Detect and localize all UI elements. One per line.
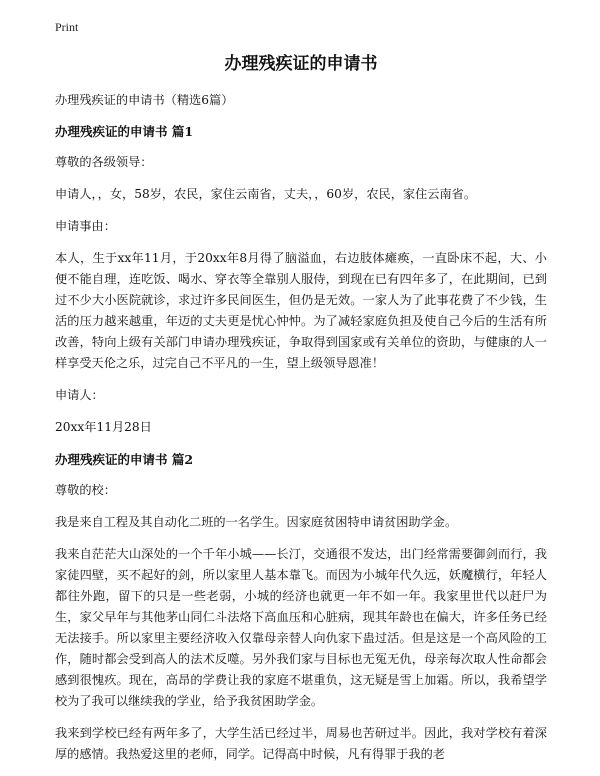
body-paragraph-2: 我来到学校已经有两年多了，大学生活已经过半，周易也苦研过半。因此，我对学校有着深厚的感情。我热爱这里的老师，同学。记得高中时候，凡有得罪于我的老 xyxy=(55,726,547,761)
document-title: 办理残疾证的申请书 xyxy=(224,54,378,74)
reason-label: 申请事由： xyxy=(55,219,116,233)
document-subtitle: 办理残疾证的申请书（精选6篇） xyxy=(55,93,234,107)
reason-body: 本人，生于xx年11月，于20xx年8月得了脑溢血，右边肢体瘫痪，一直卧床不起，大、小便不能自理，连吃饭、喝水、穿衣等全靠别人服侍，到现在已有四年多了，在此期间，已到过不少大小医院就诊，求过许多民间医生，但仍是无效。一家人为了此事花费了不少钱，生活的压力越来越重，年迈的丈夫更是忧心忡忡。为了减轻家庭负担及使自己今后的生活有所改善，特向上级有关部门申请办理残疾证，争取得到国家或有关单位的资助，与健康的人一样享受天伦之乐，过完自己不平凡的一生，望上级领导恩准！ xyxy=(55,251,547,370)
applicant-info: 申请人，，女，58岁，农民，家住云南省，丈夫，，60岁，农民，家住云南省。 xyxy=(55,187,477,201)
document-page xyxy=(55,52,547,776)
application-date: 20xx年11月28日 xyxy=(55,420,152,434)
body-paragraph-1: 我来自茫茫大山深处的一个千年小城——长汀，交通很不发达，出门经常需要御剑而行，我家徒四壁，买不起好的剑，所以家里人基本靠飞。而因为小城年代久远，妖魔横行，年轻人都往外跑，留下的只是一些老弱，小城的经济也就更一年不如一年。我家里世代以赶尸为生，家父早年与其他茅山同仁斗法烙下高血压和心脏病，现其年龄也在偏大，许多任务已经无法接手。所以家里主要经济收入仅靠母亲替人向仇家下蛊过活。但是这是一个高风险的工作，随时都会受到高人的法术反噬。另外我们家与目标也无冤无仇，母亲每次取人性命都会感到很愧疚。现在，高昂的学费让我的家庭不堪重负，这无疑是雪上加霜。所以，我希望学校为了我可以继续我的学业，给予我贫困助学金。 xyxy=(55,547,547,708)
greeting-2: 尊敬的校： xyxy=(55,483,116,497)
print-link[interactable]: Print xyxy=(55,20,79,34)
greeting-1: 尊敬的各级领导： xyxy=(55,155,153,169)
section-heading-2: 办理残疾证的申请书 篇2 xyxy=(55,452,194,467)
section-heading-1: 办理残疾证的申请书 篇1 xyxy=(55,124,194,139)
signature-label: 申请人： xyxy=(55,388,104,402)
intro-paragraph: 我是来自工程及其自动化二班的一名学生。因家庭贫困特申请贫困助学金。 xyxy=(55,515,458,529)
